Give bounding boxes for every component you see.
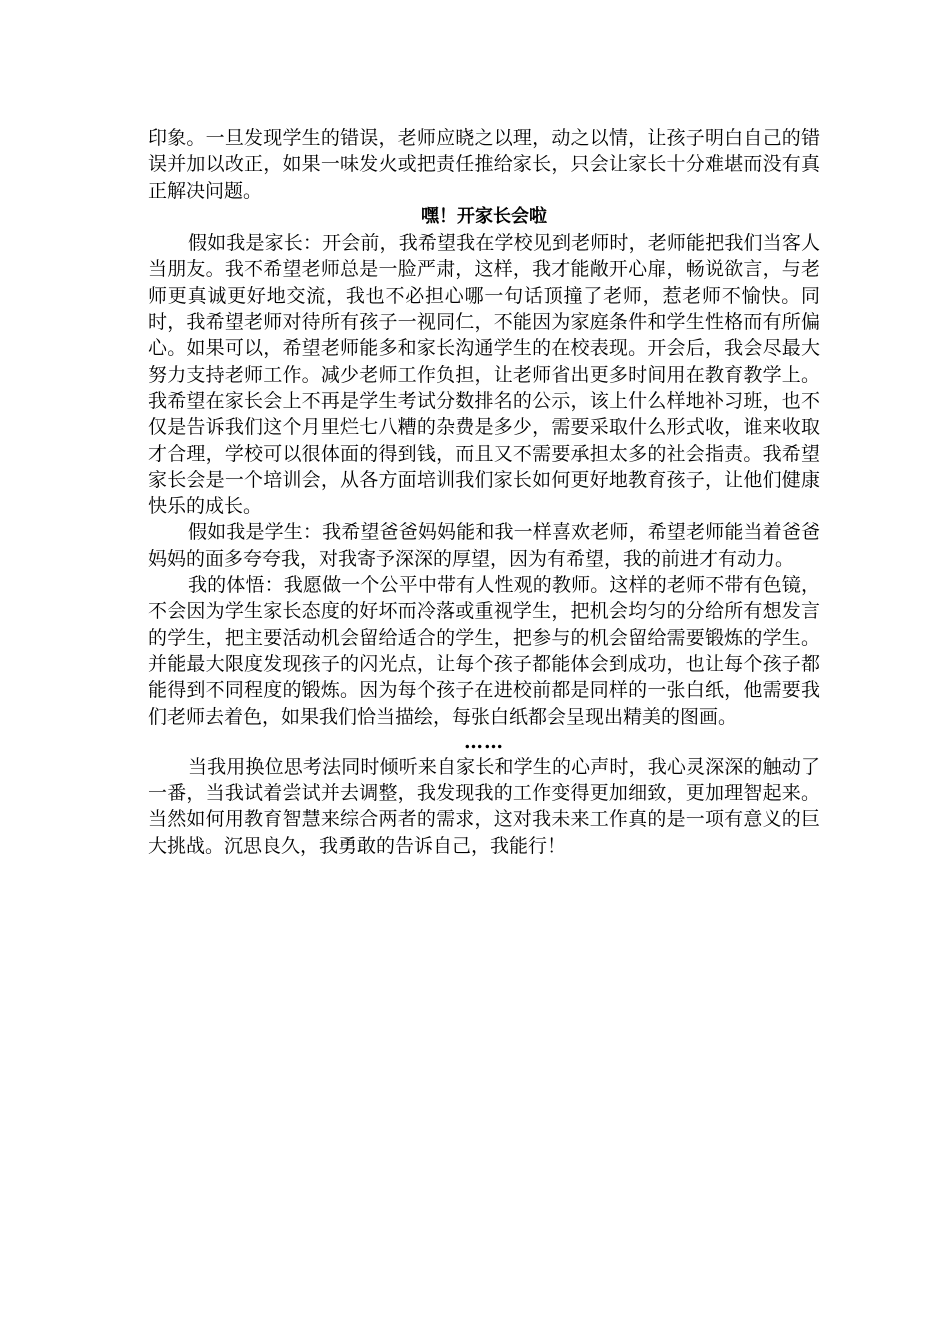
document-page	[148, 125, 820, 859]
paragraph-reflection: 我的体悟：我愿做一个公平中带有人性观的教师。这样的老师不带有色镜，不会因为学生家长态度的好坏而冷落或重视学生，把机会均匀的分给所有想发言的学生，把主要活动机会留给适合的学生，把参与的机会留给需要锻炼的学生。并能最大限度发现孩子的闪光点，让每个孩子都能体会到成功，也让每个孩子都能得到不同程度的锻炼。因为每个孩子在进校前都是同样的一张白纸，他需要我们老师去着色，如果我们恰当描绘，每张白纸都会呈现出精美的图画。	[148, 574, 820, 728]
paragraph-student: 假如我是学生：我希望爸爸妈妈能和我一样喜欢老师，希望老师能当着爸爸妈妈的面多夸夸我，对我寄予深深的厚望，因为有希望，我的前进才有动力。	[148, 521, 820, 570]
section-title: 嘿！开家长会啦	[421, 205, 547, 227]
closing-paragraph: 当我用换位思考法同时倾听来自家长和学生的心声时，我心灵深深的触动了一番，当我试着尝试并去调整，我发现我的工作变得更加细致，更加理智起来。当然如何用教育智慧来综合两者的需求，这对我未来工作真的是一项有意义的巨大挑战。沉思良久，我勇敢的告诉自己，我能行！	[148, 755, 820, 857]
ellipsis-separator: ……	[464, 730, 504, 753]
intro-paragraph: 印象。一旦发现学生的错误，老师应晓之以理，动之以情，让孩子明白自己的错误并加以改正，如果一味发火或把责任推给家长，只会让家长十分难堪而没有真正解决问题。	[148, 127, 820, 202]
paragraph-parent: 假如我是家长：开会前，我希望我在学校见到老师时，老师能把我们当客人当朋友。我不希望老师总是一脸严肃，这样，我才能敞开心扉，畅说欲言，与老师更真诚更好地交流，我也不必担心哪一句话顶撞了老师，惹老师不愉快。同时，我希望老师对待所有孩子一视同仁，不能因为家庭条件和学生性格而有所偏心。如果可以，希望老师能多和家长沟通学生的在校表现。开会后，我会尽最大努力支持老师工作。减少老师工作负担，让老师省出更多时间用在教育教学上。我希望在家长会上不再是学生考试分数排名的公示，该上什么样地补习班，也不仅是告诉我们这个月里烂七八糟的杂费是多少，需要采取什么形式收，谁来收取才合理，学校可以很体面的得到钱，而且又不需要承担太多的社会指责。我希望家长会是一个培训会，从各方面培训我们家长如何更好地教育孩子，让他们健康快乐的成长。	[148, 232, 820, 518]
